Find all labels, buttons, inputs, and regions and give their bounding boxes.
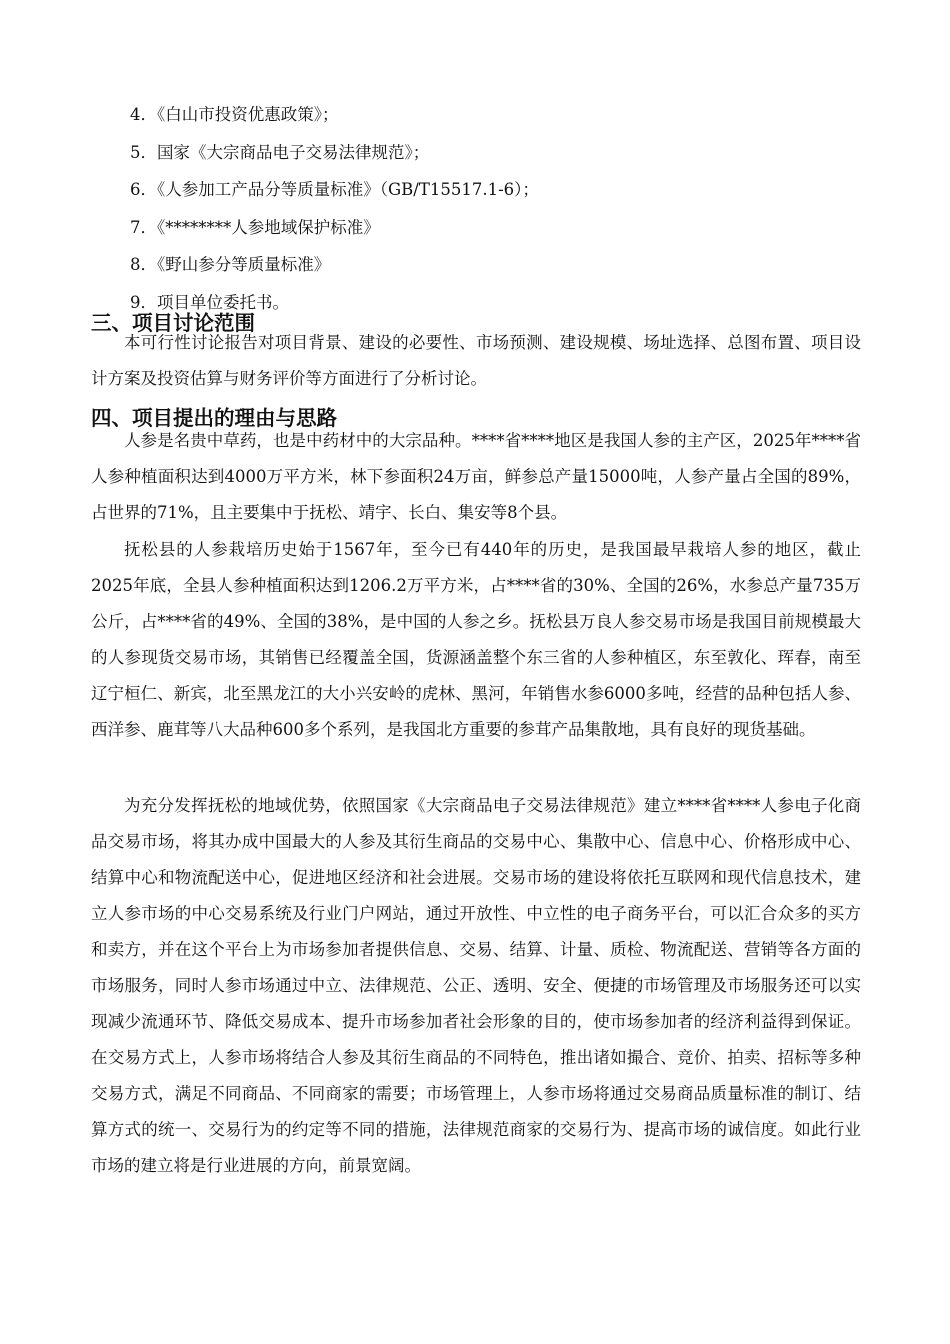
paragraph: 人参是名贵中草药，也是中药材中的大宗品种。****省****地区是我国人参的主产区，2025年****省人参种植面积达到4000万平方米，林下参面积24万亩，鲜参总产量15000吨，人参产量占全国的89%，占世界的71%，且主要集中于抚松、靖宇、长白、集安等8个县。	[91, 431, 861, 522]
list-item: 6．《人参加工产品分等质量标准》（GB/T15517.1-6）；	[130, 180, 539, 199]
list-item: 5．国家《大宗商品电子交易法律规范》；	[130, 142, 430, 162]
paragraph: 抚松县的人参栽培历史始于1567年，至今已有440年的历史，是我国最早栽培人参的地区，截止2025年底，全县人参种植面积达到1206.2万平方米，占****省的30%、全国的26%，水参总产量735万公斤，占****省的49%、全国的38%，是中国的人参之乡。抚松县万良人参交易市场是我国目前规模最大的人参现货交易市场，其销售已经覆盖全国，货源涵盖整个东三省的人参种植区，东至敦化、珲春，南至辽宁桓仁、新宾，北至黑龙江的大小兴安岭的虎林、黑河，年销售水参6000多吨，经营的品种包括人参、西洋参、鹿茸等八大品种600多个系列，是我国北方重要的参茸产品集散地，具有良好的现货基础。	[91, 540, 861, 739]
paragraph: 本可行性讨论报告对项目背景、建设的必要性、市场预测、建设规模、场址选择、总图布置、项目设计方案及投资估算与财务评价等方面进行了分析讨论。	[91, 333, 861, 388]
list-item: 9．项目单位委托书。	[130, 292, 289, 312]
list-item: 4．《白山市投资优惠政策》；	[130, 105, 339, 124]
section-heading-scope: 三、项目讨论范围	[91, 311, 255, 335]
list-item: 8．《野山参分等质量标准》	[130, 255, 331, 274]
paragraph: 为充分发挥抚松的地域优势，依照国家《大宗商品电子交易法律规范》建立****省****人参电子化商品交易市场，将其办成中国最大的人参及其衍生商品的交易中心、集散中心、信息中心、价格形成中心、结算中心和物流配送中心，促进地区经济和社会进展。交易市场的建设将依托互联网和现代信息技术，建立人参市场的中心交易系统及行业门户网站，通过开放性、中立性的电子商务平台，可以汇合众多的买方和卖方，并在这个平台上为市场参加者提供信息、交易、结算、计量、质检、物流配送、营销等各方面的市场服务，同时人参市场通过中立、法律规范、公正、透明、安全、便捷的市场管理及市场服务还可以实现减少流通环节、降低交易成本、提升市场参加者社会形象的目的，使市场参加者的经济利益得到保证。在交易方式上，人参市场将结合人参及其衍生商品的不同特色，推出诸如撮合、竞价、拍卖、招标等多种交易方式，满足不同商品、不同商家的需要；市场管理上，人参市场将通过交易商品质量标准的制订、结算方式的统一、交易行为的约定等不同的措施，法律规范商家的交易行为、提高市场的诚信度。如此行业市场的建立将是行业进展的方向，前景宽阔。	[91, 796, 861, 1175]
list-item: 7．《********人参地域保护标准》	[130, 217, 380, 237]
section-heading-rationale: 四、项目提出的理由与思路	[91, 406, 337, 430]
reference-list	[130, 96, 539, 321]
